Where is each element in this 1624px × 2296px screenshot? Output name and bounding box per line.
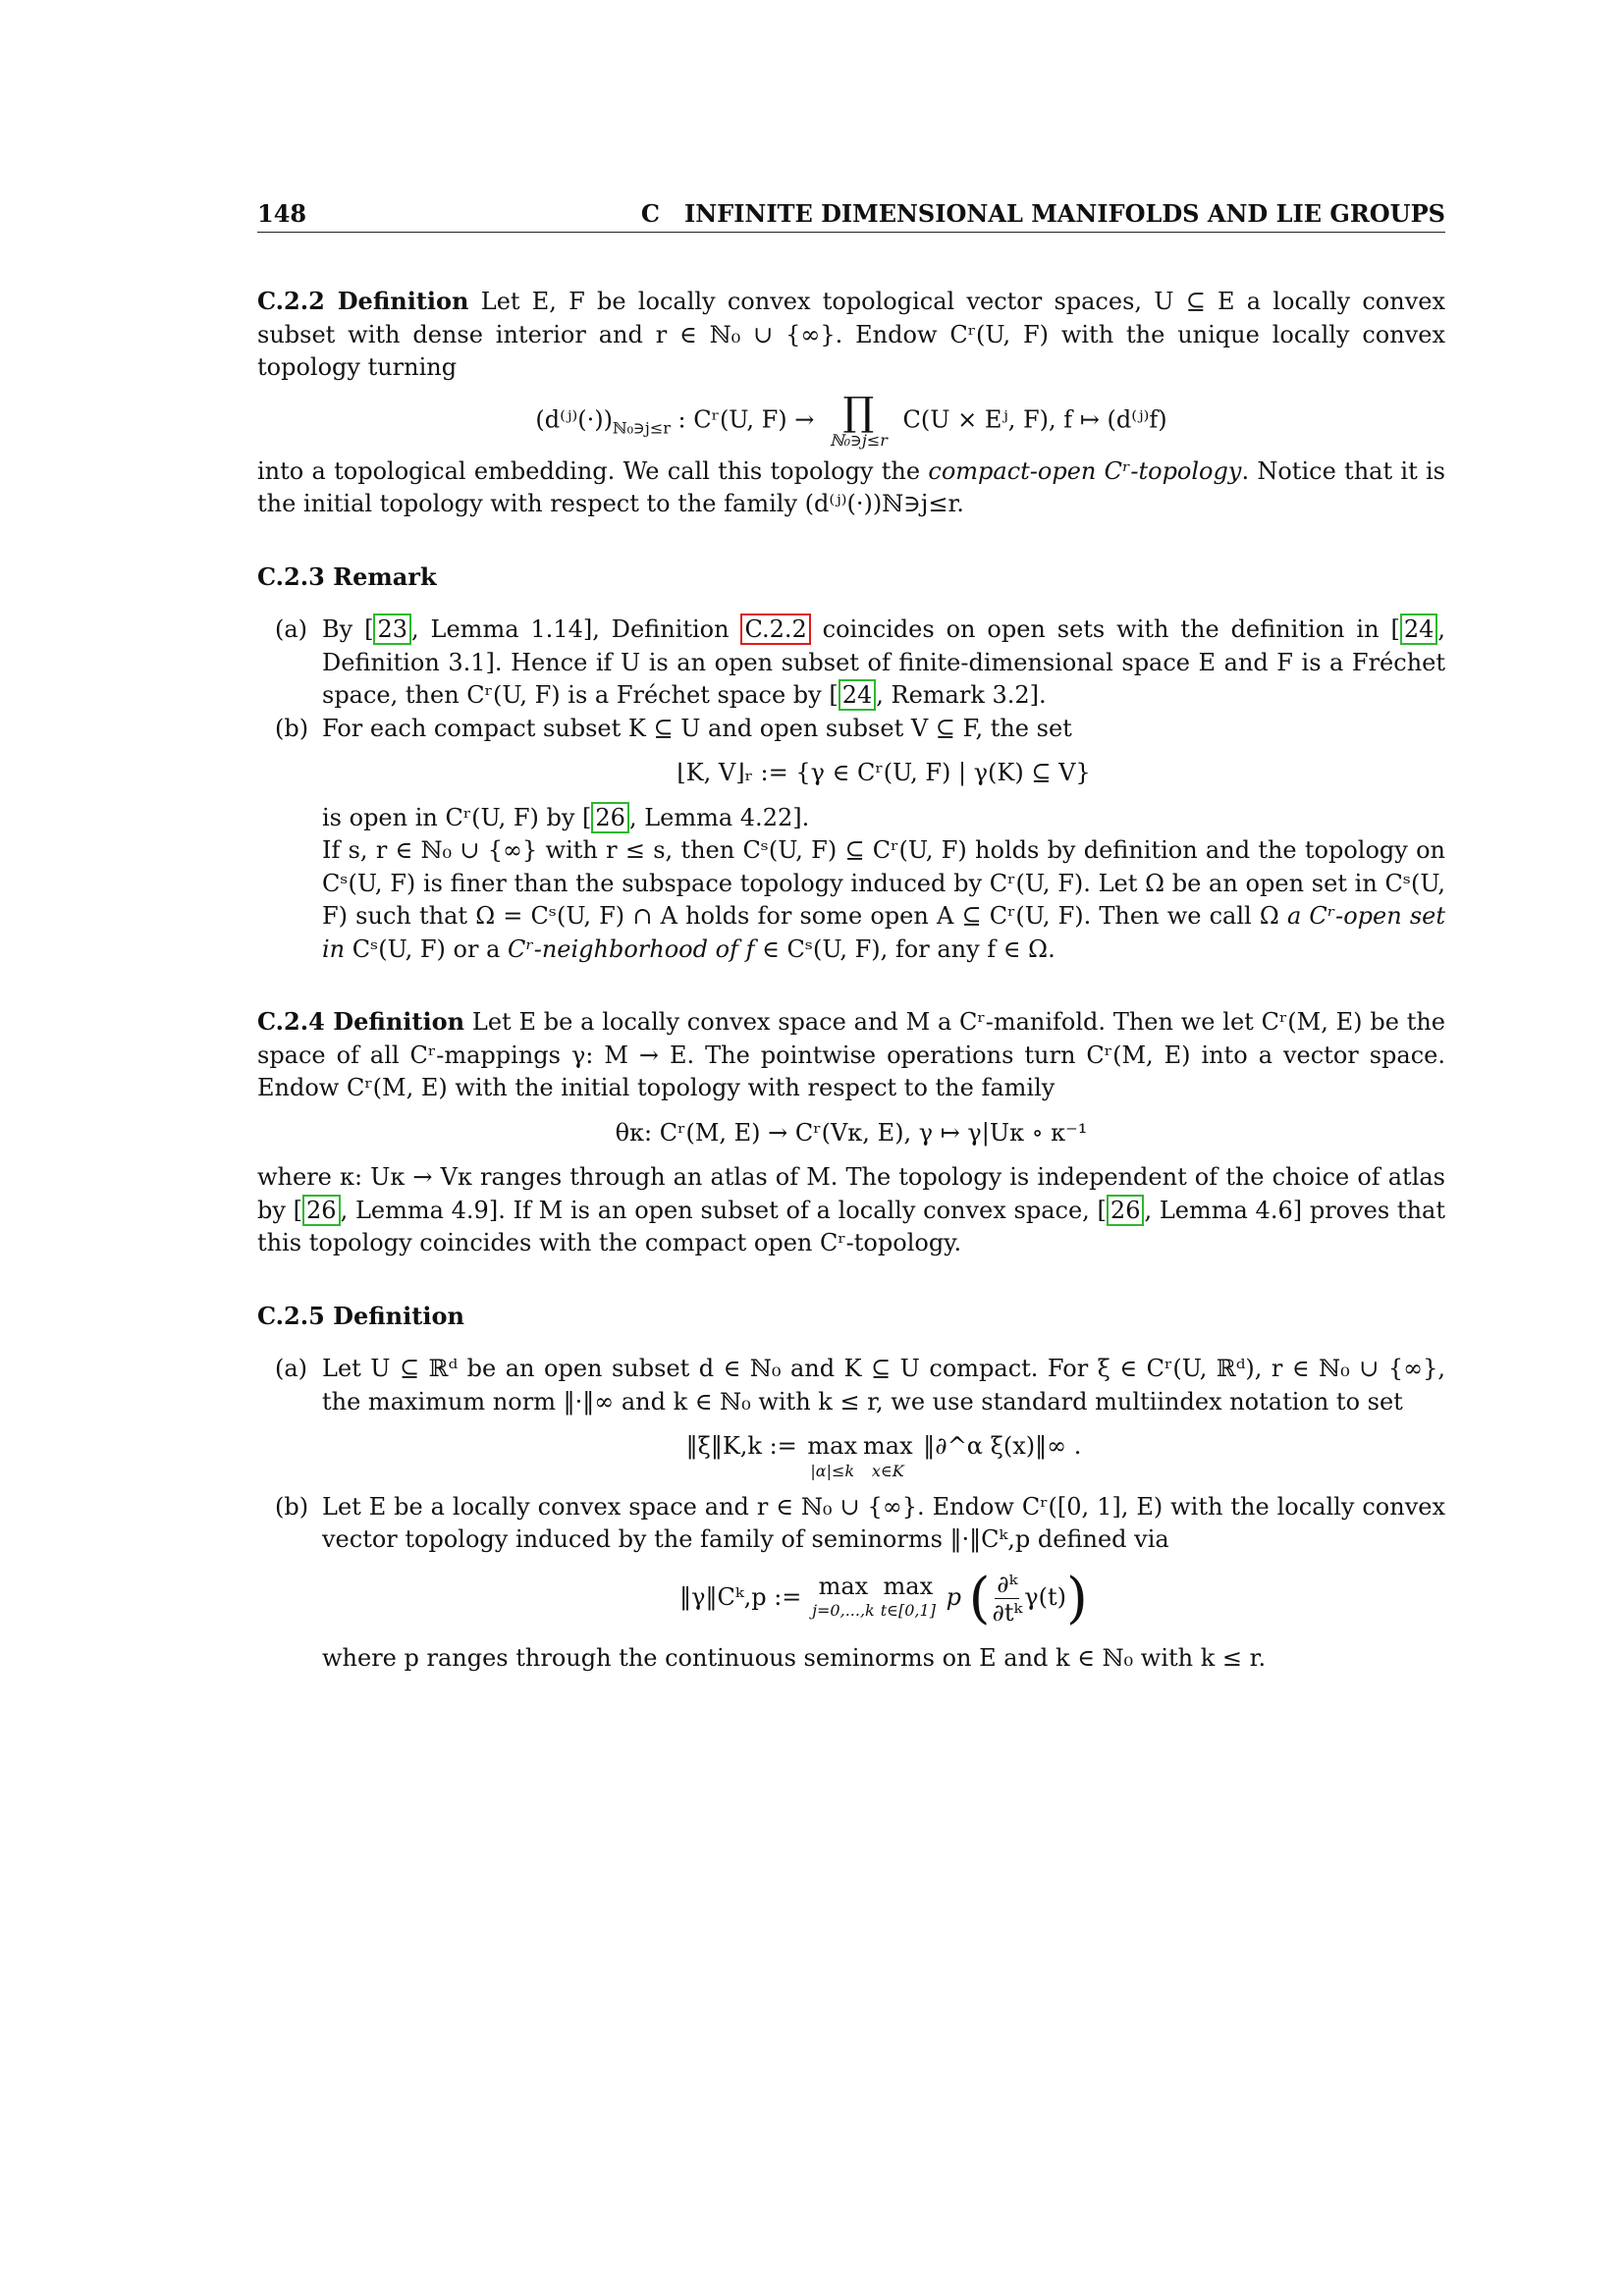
text: , Lemma 4.22]. <box>628 803 810 831</box>
text: is open in Cʳ(U, F) by [ <box>322 803 592 831</box>
formula-lhs: ‖γ‖Cᵏ,p := <box>679 1582 802 1611</box>
definition-c22-intro <box>257 285 1445 385</box>
running-header <box>257 199 1445 233</box>
remark-c23-label: C.2.3 Remark <box>257 561 437 591</box>
citation-link[interactable]: 24 <box>839 679 877 711</box>
embedding-formula-left: (d⁽ʲ⁾(·)) <box>535 405 613 433</box>
definition-c25-item-a <box>257 1353 1445 1491</box>
formula-lhs: ‖ξ‖K,k := <box>685 1432 797 1460</box>
text: , Lemma 4.9]. If M is an open subset of a locally convex space, [ <box>340 1196 1107 1224</box>
multiindex-norm-formula <box>322 1430 1445 1479</box>
max-index: |α|≤k <box>810 1461 855 1480</box>
page-number: 148 <box>257 199 307 228</box>
definition-c25-item-b <box>257 1491 1445 1676</box>
definition-c22-text: Let E, F be locally convex topological vector spaces, U ⊆ E a locally convex subset with dense interior and r ∈ ℕ₀ ∪ {∞}. Endow Cʳ(U, F) with the unique locally convex topology turning <box>257 288 1445 381</box>
chart-map-formula: θκ: Cʳ(M, E) → Cʳ(Vκ, E), γ ↦ γ|Uκ ∘ κ⁻¹ <box>615 1118 1088 1147</box>
term-cr-open-set: a Cʳ-open set in <box>322 902 1446 963</box>
citation-link[interactable]: 23 <box>373 614 411 645</box>
definition-c24 <box>257 1005 1445 1260</box>
definition-c24-intro <box>257 1005 1445 1105</box>
running-title: C INFINITE DIMENSIONAL MANIFOLDS AND LIE GROUPS <box>640 199 1445 228</box>
open-set-formula: ⌊K, V⌋ᵣ := {γ ∈ Cʳ(U, F) | γ(K) ⊆ V} <box>677 759 1091 786</box>
text: , Lemma 4.6] proves that this topology coincides with the compact open Cʳ-topology. <box>257 1196 1445 1256</box>
seminorm-p: p <box>946 1582 961 1611</box>
text: Cˢ(U, F) or a <box>352 934 501 963</box>
definition-c25 <box>257 1300 1445 1676</box>
max-operator <box>881 1571 936 1620</box>
max-word: max <box>883 1572 934 1600</box>
fraction-denominator: ∂tᵏ <box>992 1598 1023 1627</box>
item-body <box>322 713 1445 967</box>
definition-c24-label: C.2.4 Definition <box>257 1007 465 1036</box>
definition-c25-label: C.2.5 Definition <box>257 1301 464 1330</box>
formula-tail: γ(t) <box>1024 1582 1066 1611</box>
citation-link[interactable]: 26 <box>302 1195 341 1226</box>
max-index: t∈[0,1] <box>880 1601 936 1620</box>
item-label: (a) <box>275 1355 308 1382</box>
definition-c24-text: Let E be a locally convex space and M a Cʳ-manifold. Then we let Cʳ(M, E) be the space of all Cʳ-mappings γ: M → E. The pointwise operations turn Cʳ(M, E) into a vector space. Endow Cʳ(M, E) with the initial topology with respect to the family <box>257 1008 1446 1101</box>
item-body <box>322 614 1445 713</box>
embedding-formula-left-sub: ℕ₀∋j≤r <box>612 418 671 437</box>
text: where κ: Uκ → Vκ ranges through an atlas of M. The topology is independent of the choice of atlas by [ <box>257 1163 1445 1224</box>
max-word: max <box>863 1432 913 1460</box>
definition-c22-label: C.2.2 Definition <box>257 287 469 315</box>
definition-c24-conclusion <box>257 1161 1445 1260</box>
citation-link[interactable]: 26 <box>1107 1195 1145 1226</box>
remark-c23 <box>257 561 1445 967</box>
text: where p ranges through the continuous seminorms on E and k ∈ ℕ₀ with k ≤ r. <box>322 1643 1267 1672</box>
product-index: ℕ₀∋j≤r <box>829 430 888 450</box>
text: Let E be a locally convex space and r ∈ ℕ₀ ∪ {∞}. Endow Cʳ([0, 1], E) with the locally convex vector topology induced by the family of seminorms ‖·‖Cᵏ,p defined via <box>322 1492 1445 1553</box>
definition-crossref-link[interactable]: C.2.2 <box>740 614 810 645</box>
page-body <box>257 285 1445 1714</box>
max-word: max <box>807 1432 858 1460</box>
max-word: max <box>818 1572 869 1600</box>
max-operator <box>807 1430 857 1479</box>
remark-c23-item-b <box>257 713 1445 967</box>
item-label: (a) <box>275 615 308 643</box>
item-label: (b) <box>275 1492 309 1521</box>
term-cr-neighborhood: Cʳ-neighborhood of f ∈ <box>508 934 780 963</box>
embedding-formula-right: C(U × Eʲ, F), f ↦ (d⁽ʲ⁾f) <box>902 405 1167 433</box>
max-operator <box>863 1430 913 1479</box>
formula-rhs: ‖∂^α ξ(x)‖∞ . <box>923 1432 1082 1460</box>
term-compact-open-topology: compact-open Cʳ-topology <box>928 456 1242 485</box>
citation-link[interactable]: 26 <box>591 802 629 833</box>
text: By [ <box>322 615 374 643</box>
text: , Lemma 1.14], Definition <box>411 615 741 643</box>
definition-c22-conclusion <box>257 455 1445 521</box>
text: Let U ⊆ ℝᵈ be an open subset d ∈ ℕ₀ and K ⊆ U compact. For ξ ∈ Cʳ(U, ℝᵈ), r ∈ ℕ₀ ∪ {∞}, the maximum norm ‖·‖∞ and k ∈ ℕ₀ with k ≤ r, we use standard multiindex notation to set <box>322 1355 1445 1415</box>
text: If s, r ∈ ℕ₀ ∪ {∞} with r ≤ s, then Cˢ(U, F) ⊆ Cʳ(U, F) holds by definition and the topology on Cˢ(U, F) is finer than the subspace topology induced by Cʳ(U, F). Let Ω be an open set in Cˢ(U, F) such that Ω = Cˢ(U, F) ∩ A holds for some open A ⊆ Cʳ(U, F). Then we call Ω <box>322 836 1445 930</box>
embedding-formula-map: : Cʳ(U, F) → <box>677 405 815 433</box>
text: coincides on open sets with the definition in [ <box>810 615 1400 643</box>
text: Cˢ(U, F), for any f ∈ Ω. <box>786 934 1056 963</box>
text: , Remark 3.2]. <box>876 681 1047 709</box>
derivative-fraction <box>992 1571 1022 1627</box>
right-paren: ) <box>1065 1566 1088 1630</box>
text: For each compact subset K ⊆ U and open subset V ⊆ F, the set <box>322 714 1072 742</box>
definition-c22-text2a: into a topological embedding. We call this topology the <box>257 456 921 485</box>
product-symbol: ∏ <box>842 389 875 435</box>
embedding-formula <box>257 389 1445 450</box>
seminorm-formula <box>322 1566 1445 1630</box>
citation-link[interactable]: 24 <box>1400 614 1438 645</box>
max-operator <box>812 1571 875 1620</box>
left-paren: ( <box>968 1566 991 1630</box>
product-operator <box>829 389 888 450</box>
max-index: x∈K <box>871 1461 904 1480</box>
text: , Definition 3.1]. Hence if U is an open subset of finite-dimensional space E and F is a Fréchet space, then Cʳ(U, F) is a Fréchet space by [ <box>322 615 1445 709</box>
item-label: (b) <box>275 714 309 742</box>
definition-c22-text2b: . Notice that it is the initial topology with respect to the family (d⁽ʲ⁾(·))ℕ∋j≤r. <box>257 456 1446 517</box>
item-body <box>322 1353 1445 1491</box>
remark-c23-item-a <box>257 614 1445 713</box>
fraction-numerator: ∂ᵏ <box>997 1570 1018 1598</box>
definition-c22 <box>257 285 1445 521</box>
item-body <box>322 1491 1445 1676</box>
max-index: j=0,...,k <box>812 1601 875 1620</box>
